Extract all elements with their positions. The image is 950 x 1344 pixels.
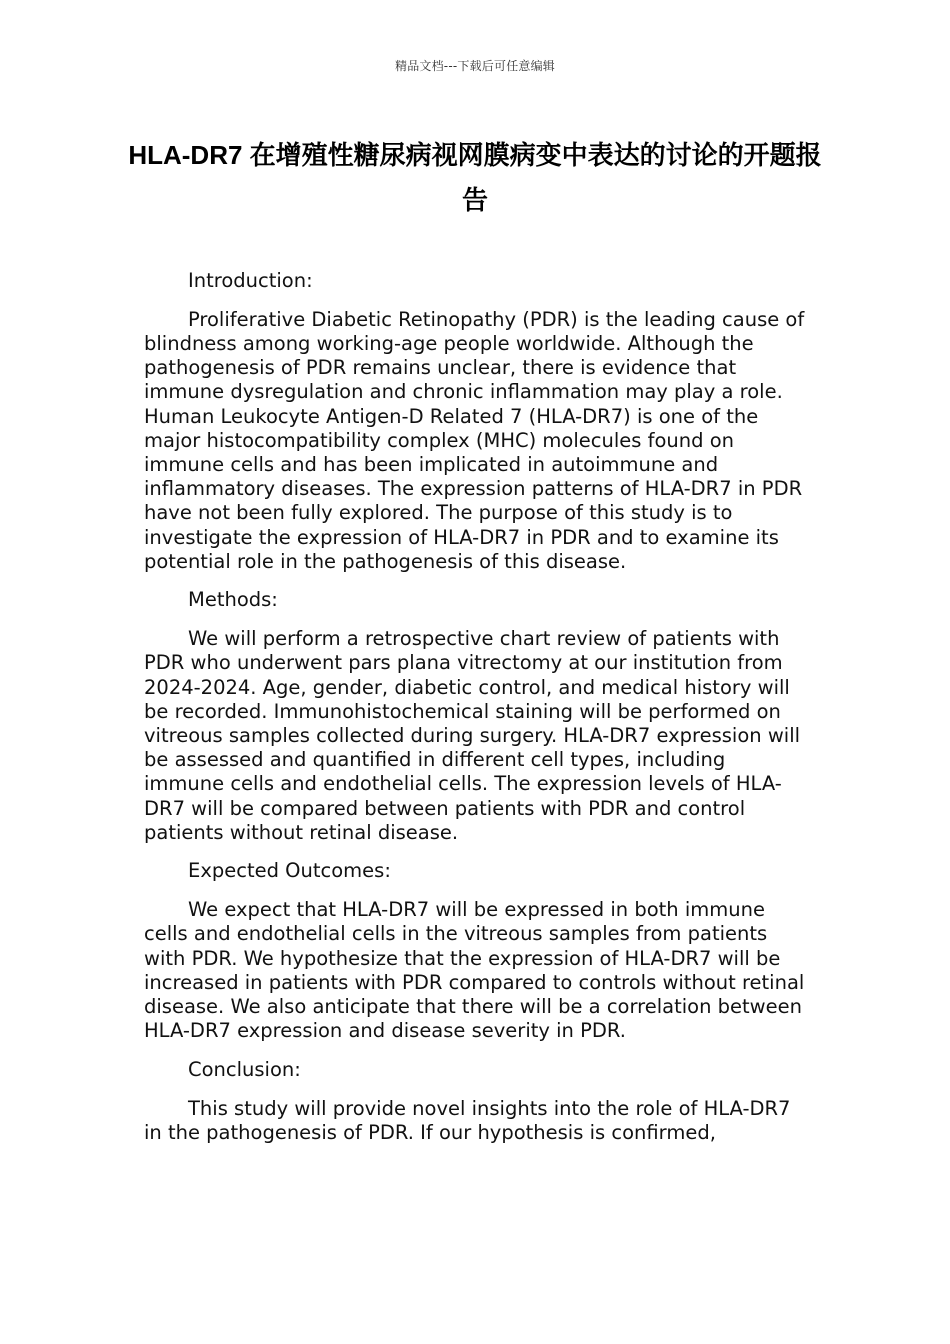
- document-title: HLA-DR7 在增殖性糖尿病视网膜病变中表达的讨论的开题报告: [128, 140, 822, 215]
- document-body: [144, 269, 808, 1160]
- section-body-introduction: Proliferative Diabetic Retinopathy (PDR) is the leading cause of blindness among working-age people worldwide. Although the pathogenesis of PDR remains unclear, there is evidence that immune dysregulation and chronic inflammation may play a role. Human Leukocyte Antigen-D Related 7 (HLA-DR7) is one of the major histocompatibility complex (MHC) molecules found on immune cells and has been implicated in autoimmune and inflammatory diseases. The expression patterns of HLA-DR7 in PDR have not been fully explored. The purpose of this study is to investigate the expression of HLA-DR7 in PDR and to examine its potential role in the pathogenesis of this disease.: [144, 307, 805, 573]
- section-body-expected-outcomes: We expect that HLA-DR7 will be expressed in both immune cells and endothelial cells in the vitreous samples from patients with PDR. We hypothesize that the expression of HLA-DR7 will be increased in patients with PDR compared to controls without retinal disease. We also anticipate that there will be a correlation between HLA-DR7 expression and disease severity in PDR.: [144, 898, 805, 1043]
- section-body-conclusion: This study will provide novel insights into the role of HLA-DR7 in the pathogenesis of PDR. If our hypothesis is confirmed,: [144, 1096, 791, 1144]
- header-note: 精品文档---下载后可任意编辑: [395, 59, 555, 73]
- section-heading-methods: Methods:: [188, 588, 278, 612]
- section-heading-conclusion: Conclusion:: [188, 1057, 301, 1081]
- section-body-methods: We will perform a retrospective chart review of patients with PDR who underwent pars plana vitrectomy at our institution from 2024-2024. Age, gender, diabetic control, and medical history will be recorded. Immunohistochemical staining will be performed on vitreous samples collected during surgery. HLA-DR7 expression will be assessed and quantified in different cell types, including immune cells and endothelial cells. The expression levels of HLA-DR7 will be compared between patients with PDR and control patients without retinal disease.: [144, 627, 801, 844]
- section-heading-introduction: Introduction:: [188, 269, 313, 292]
- section-heading-expected-outcomes: Expected Outcomes:: [188, 859, 391, 883]
